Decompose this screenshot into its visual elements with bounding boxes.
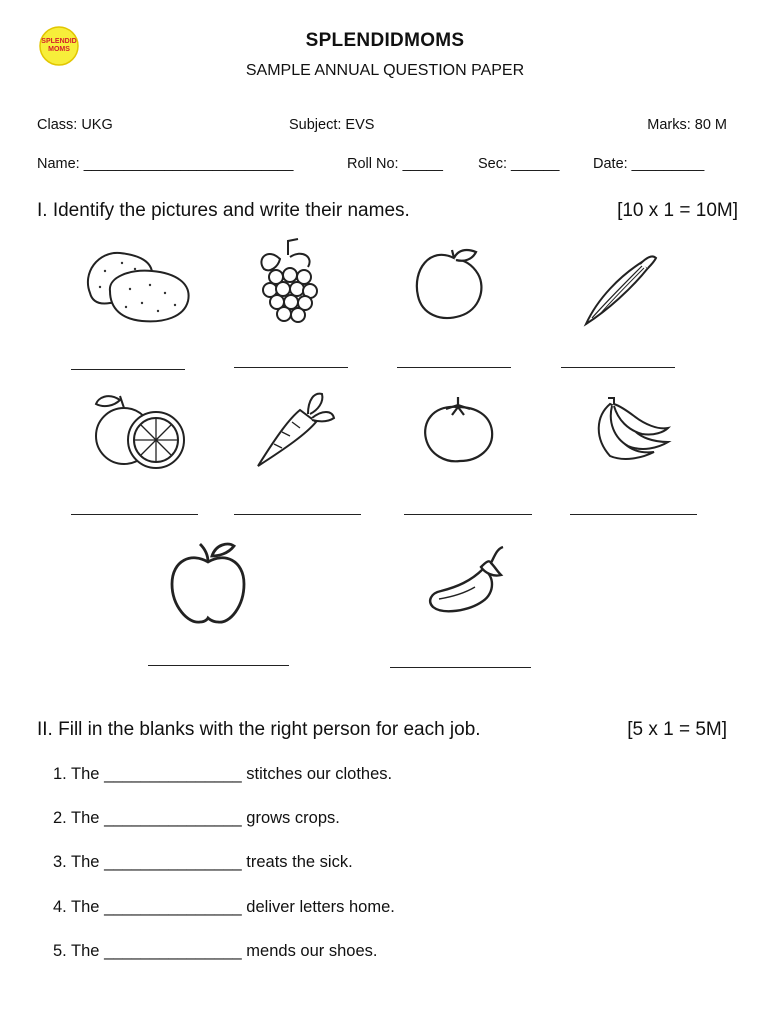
answer-blank xyxy=(390,667,531,668)
logo-text-line2: MOMS xyxy=(48,46,70,53)
okra-icon xyxy=(580,250,660,330)
date-field: Date: _________ xyxy=(593,156,705,172)
answer-blank xyxy=(234,367,348,368)
marks-label: Marks: 80 M xyxy=(647,117,727,133)
answer-blank xyxy=(404,514,532,515)
potato-icon xyxy=(80,243,195,325)
carrot-icon xyxy=(252,388,337,470)
section1-marks: [10 x 1 = 10M] xyxy=(617,200,738,221)
answer-blank xyxy=(71,369,185,370)
answer-blank xyxy=(71,514,198,515)
list-item: 2. The _______________ grows crops. xyxy=(53,809,340,827)
class-label: Class: UKG xyxy=(37,117,113,133)
sec-field: Sec: ______ xyxy=(478,156,560,172)
logo-text-line1: SPLENDID xyxy=(41,38,77,45)
grapes-icon xyxy=(250,237,335,327)
list-item: 3. The _______________ treats the sick. xyxy=(53,853,353,871)
banana-icon xyxy=(588,392,673,467)
answer-blank xyxy=(234,514,361,515)
brinjal-icon xyxy=(425,545,510,620)
section2-marks: [5 x 1 = 5M] xyxy=(627,719,727,740)
paper-subtitle: SAMPLE ANNUAL QUESTION PAPER xyxy=(245,62,525,79)
list-item: 1. The _______________ stitches our clothes. xyxy=(53,765,393,783)
answer-blank xyxy=(561,367,675,368)
tomato-icon xyxy=(418,393,498,465)
answer-blank xyxy=(397,367,511,368)
orange-icon xyxy=(90,390,190,470)
roll-field: Roll No: _____ xyxy=(347,156,443,172)
mango-icon xyxy=(410,240,490,322)
list-item: 4. The _______________ deliver letters home. xyxy=(53,898,395,916)
list-item: 5. The _______________ mends our shoes. xyxy=(53,942,378,960)
answer-blank xyxy=(570,514,697,515)
answer-blank xyxy=(148,665,289,666)
subject-label: Subject: EVS xyxy=(289,117,375,133)
section1-title: I. Identify the pictures and write their names. xyxy=(37,200,410,221)
section2-title: II. Fill in the blanks with the right person for each job. xyxy=(37,719,481,740)
name-field: Name: __________________________ xyxy=(37,156,294,172)
apple-icon xyxy=(166,538,251,628)
brand-title: SPLENDIDMOMS xyxy=(305,30,465,51)
